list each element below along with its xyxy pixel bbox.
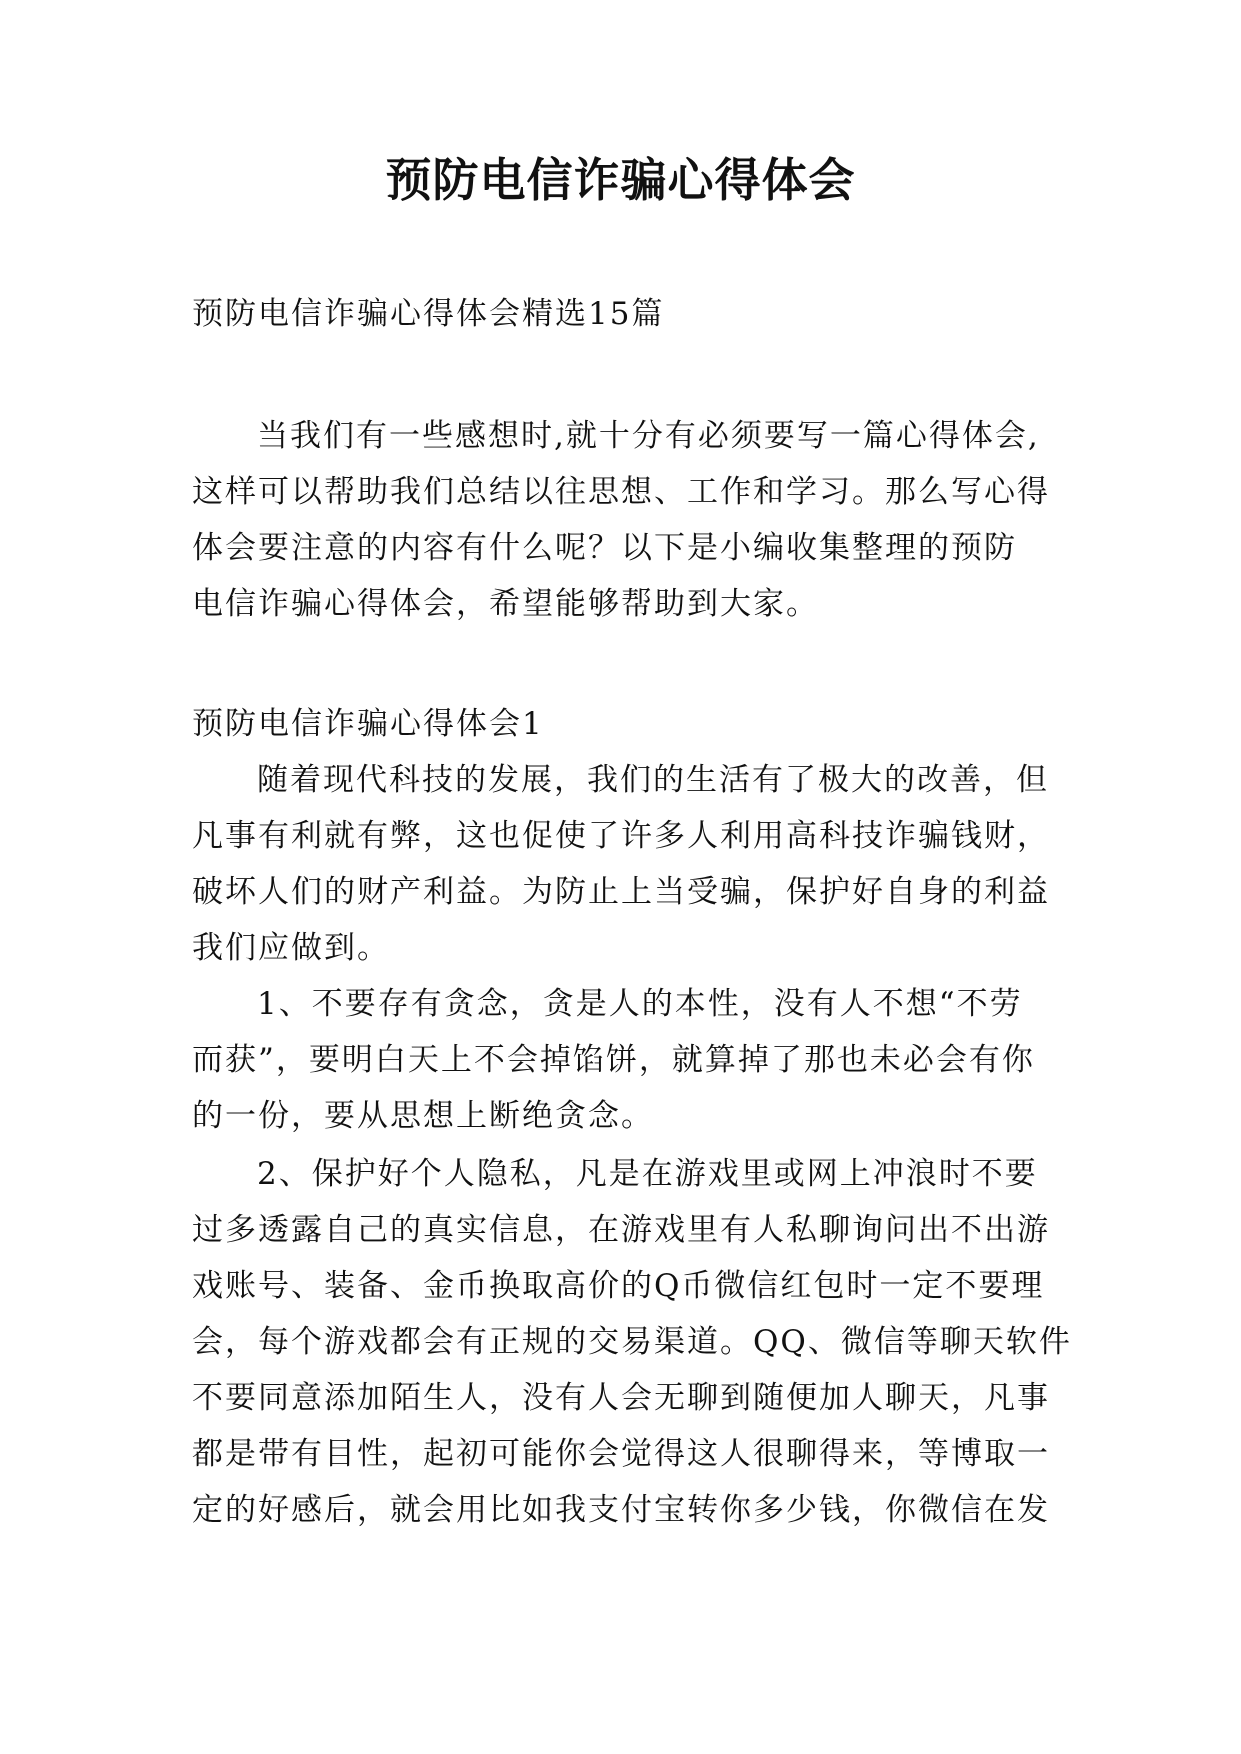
body-line: 1、不要存有贪念，贪是人的本性，没有人不想“不劳 [257,986,1023,1022]
body-line: 都是带有目性，起初可能你会觉得这人很聊得来，等博取一 [192,1436,1050,1472]
body-line: 的一份，要从思想上断绝贪念。 [192,1098,654,1134]
body-line: 不要同意添加陌生人，没有人会无聊到随便加人聊天，凡事 [192,1380,1050,1416]
document-subtitle: 预防电信诈骗心得体会精选15篇 [192,296,665,332]
body-line: 定的好感后，就会用比如我支付宝转你多少钱，你微信在发 [192,1492,1050,1528]
document-title: 预防电信诈骗心得体会 [385,153,856,207]
body-line: 会，每个游戏都会有正规的交易渠道。QQ、微信等聊天软件 [192,1324,1072,1360]
body-line: 破坏人们的财产利益。为防止上当受骗，保护好自身的利益 [192,874,1050,910]
body-line: 2、保护好个人隐私，凡是在游戏里或网上冲浪时不要 [257,1156,1038,1192]
intro-line: 这样可以帮助我们总结以往思想、工作和学习。那么写心得 [192,474,1050,510]
intro-line: 当我们有一些感想时,就十分有必须要写一篇心得体会, [257,418,1040,454]
body-line: 过多透露自己的真实信息，在游戏里有人私聊询问出不出游 [192,1212,1050,1248]
body-line: 而获”，要明白天上不会掉馅饼，就算掉了那也未必会有你 [192,1042,1035,1078]
section-heading: 预防电信诈骗心得体会1 [192,706,544,742]
body-line: 我们应做到。 [192,930,390,966]
intro-line: 电信诈骗心得体会，希望能够帮助到大家。 [192,586,819,622]
intro-line: 体会要注意的内容有什么呢？以下是小编收集整理的预防 [192,530,1017,566]
body-line: 随着现代科技的发展，我们的生活有了极大的改善，但 [257,762,1049,798]
body-line: 凡事有利就有弊，这也促使了许多人利用高科技诈骗钱财， [192,818,1050,854]
body-line: 戏账号、装备、金币换取高价的Q币微信红包时一定不要理 [192,1268,1045,1304]
